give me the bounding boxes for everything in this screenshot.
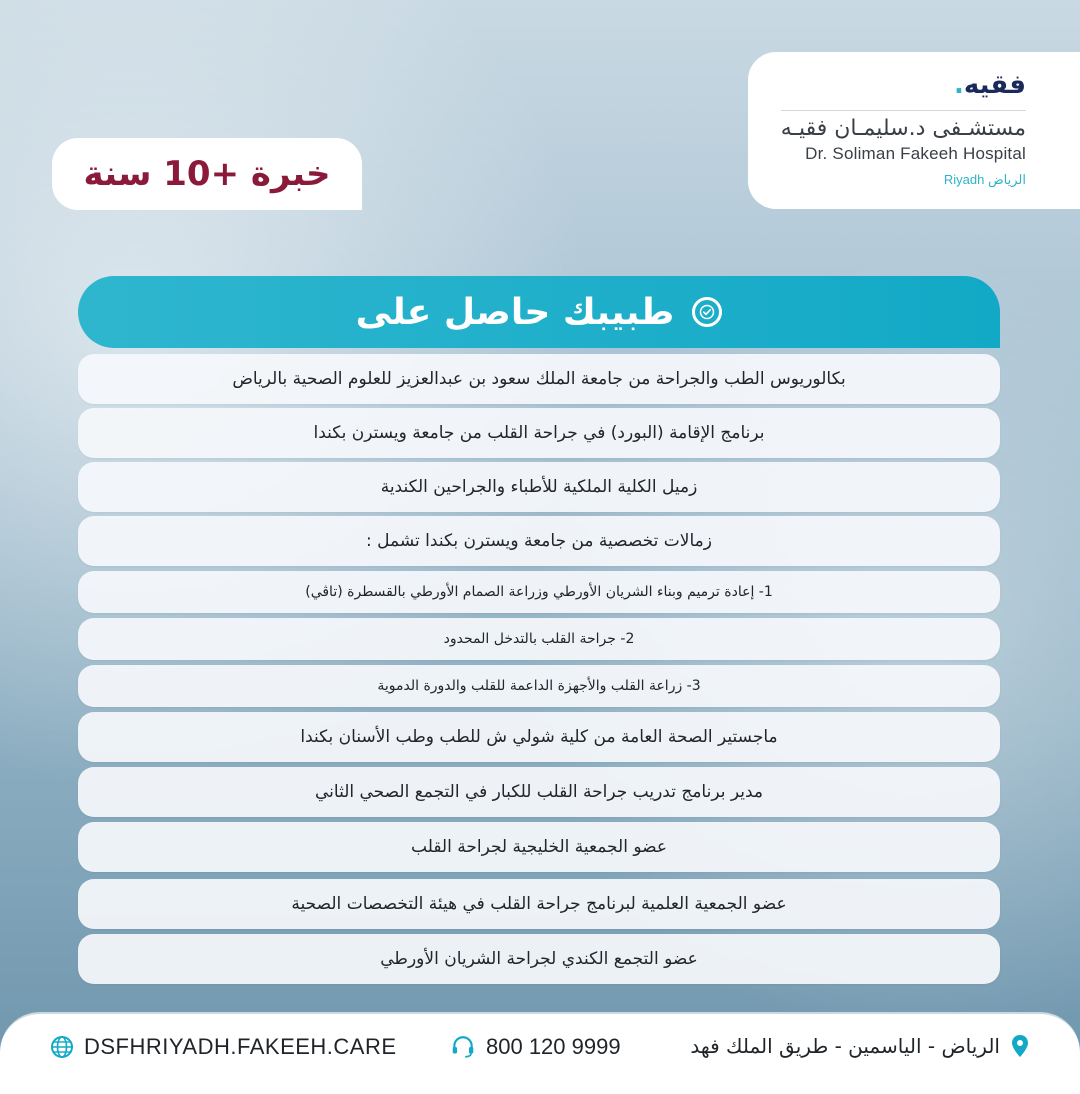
contact-footer (0, 1012, 1080, 1094)
hospital-logo-card (748, 52, 1080, 209)
logo-divider (781, 110, 1026, 111)
address (690, 1034, 1030, 1058)
globe-icon (50, 1035, 74, 1059)
phone-link[interactable] (450, 1034, 621, 1060)
hospital-city: Riyadh الرياض (943, 172, 1026, 187)
fellowship-subitem: 2- جراحة القلب بالتدخل المحدود (78, 618, 1000, 660)
badge-check-icon (692, 297, 722, 327)
hospital-name-ar: مستشـفى د.سليمـان فقيـه (780, 116, 1026, 141)
logo-mark: فقيه. (953, 70, 1026, 100)
qualification-item: زميل الكلية الملكية للأطباء والجراحين الكندية (78, 462, 1000, 512)
qualifications-header (78, 276, 1000, 348)
phone-text: 800 120 9999 (486, 1034, 621, 1059)
qualification-item: ماجستير الصحة العامة من كلية شولي ش للطب وطب الأسنان بكندا (78, 712, 1000, 762)
website-text: DSFHRIYADH.FAKEEH.CARE (84, 1034, 397, 1059)
website-link[interactable] (50, 1034, 397, 1060)
location-pin-icon (1010, 1034, 1030, 1058)
qualification-item: زمالات تخصصية من جامعة ويسترن بكندا تشمل : (78, 516, 1000, 566)
qualification-item: مدير برنامج تدريب جراحة القلب للكبار في التجمع الصحي الثاني (78, 767, 1000, 817)
qualification-item: بكالوريوس الطب والجراحة من جامعة الملك سعود بن عبدالعزيز للعلوم الصحية بالرياض (78, 354, 1000, 404)
qualifications-title: طبيبك حاصل على (355, 291, 675, 333)
address-text: الرياض - الياسمين - طريق الملك فهد (690, 1034, 1000, 1058)
headset-icon (450, 1034, 476, 1060)
qualification-item: عضو الجمعية العلمية لبرنامج جراحة القلب في هيئة التخصصات الصحية (78, 879, 1000, 929)
fellowship-subitem: 1- إعادة ترميم وبناء الشريان الأورطي وزراعة الصمام الأورطي بالقسطرة (تاڤي) (78, 571, 1000, 613)
experience-text: خبرة +10 سنة (83, 154, 331, 194)
qualification-item: عضو الجمعية الخليجية لجراحة القلب (78, 822, 1000, 872)
fellowship-subitem: 3- زراعة القلب والأجهزة الداعمة للقلب والدورة الدموية (78, 665, 1000, 707)
qualification-item: برنامج الإقامة (البورد) في جراحة القلب من جامعة ويسترن بكندا (78, 408, 1000, 458)
qualification-item: عضو التجمع الكندي لجراحة الشريان الأورطي (78, 934, 1000, 984)
hospital-name-en: Dr. Soliman Fakeeh Hospital (805, 144, 1026, 163)
experience-badge (52, 138, 362, 210)
